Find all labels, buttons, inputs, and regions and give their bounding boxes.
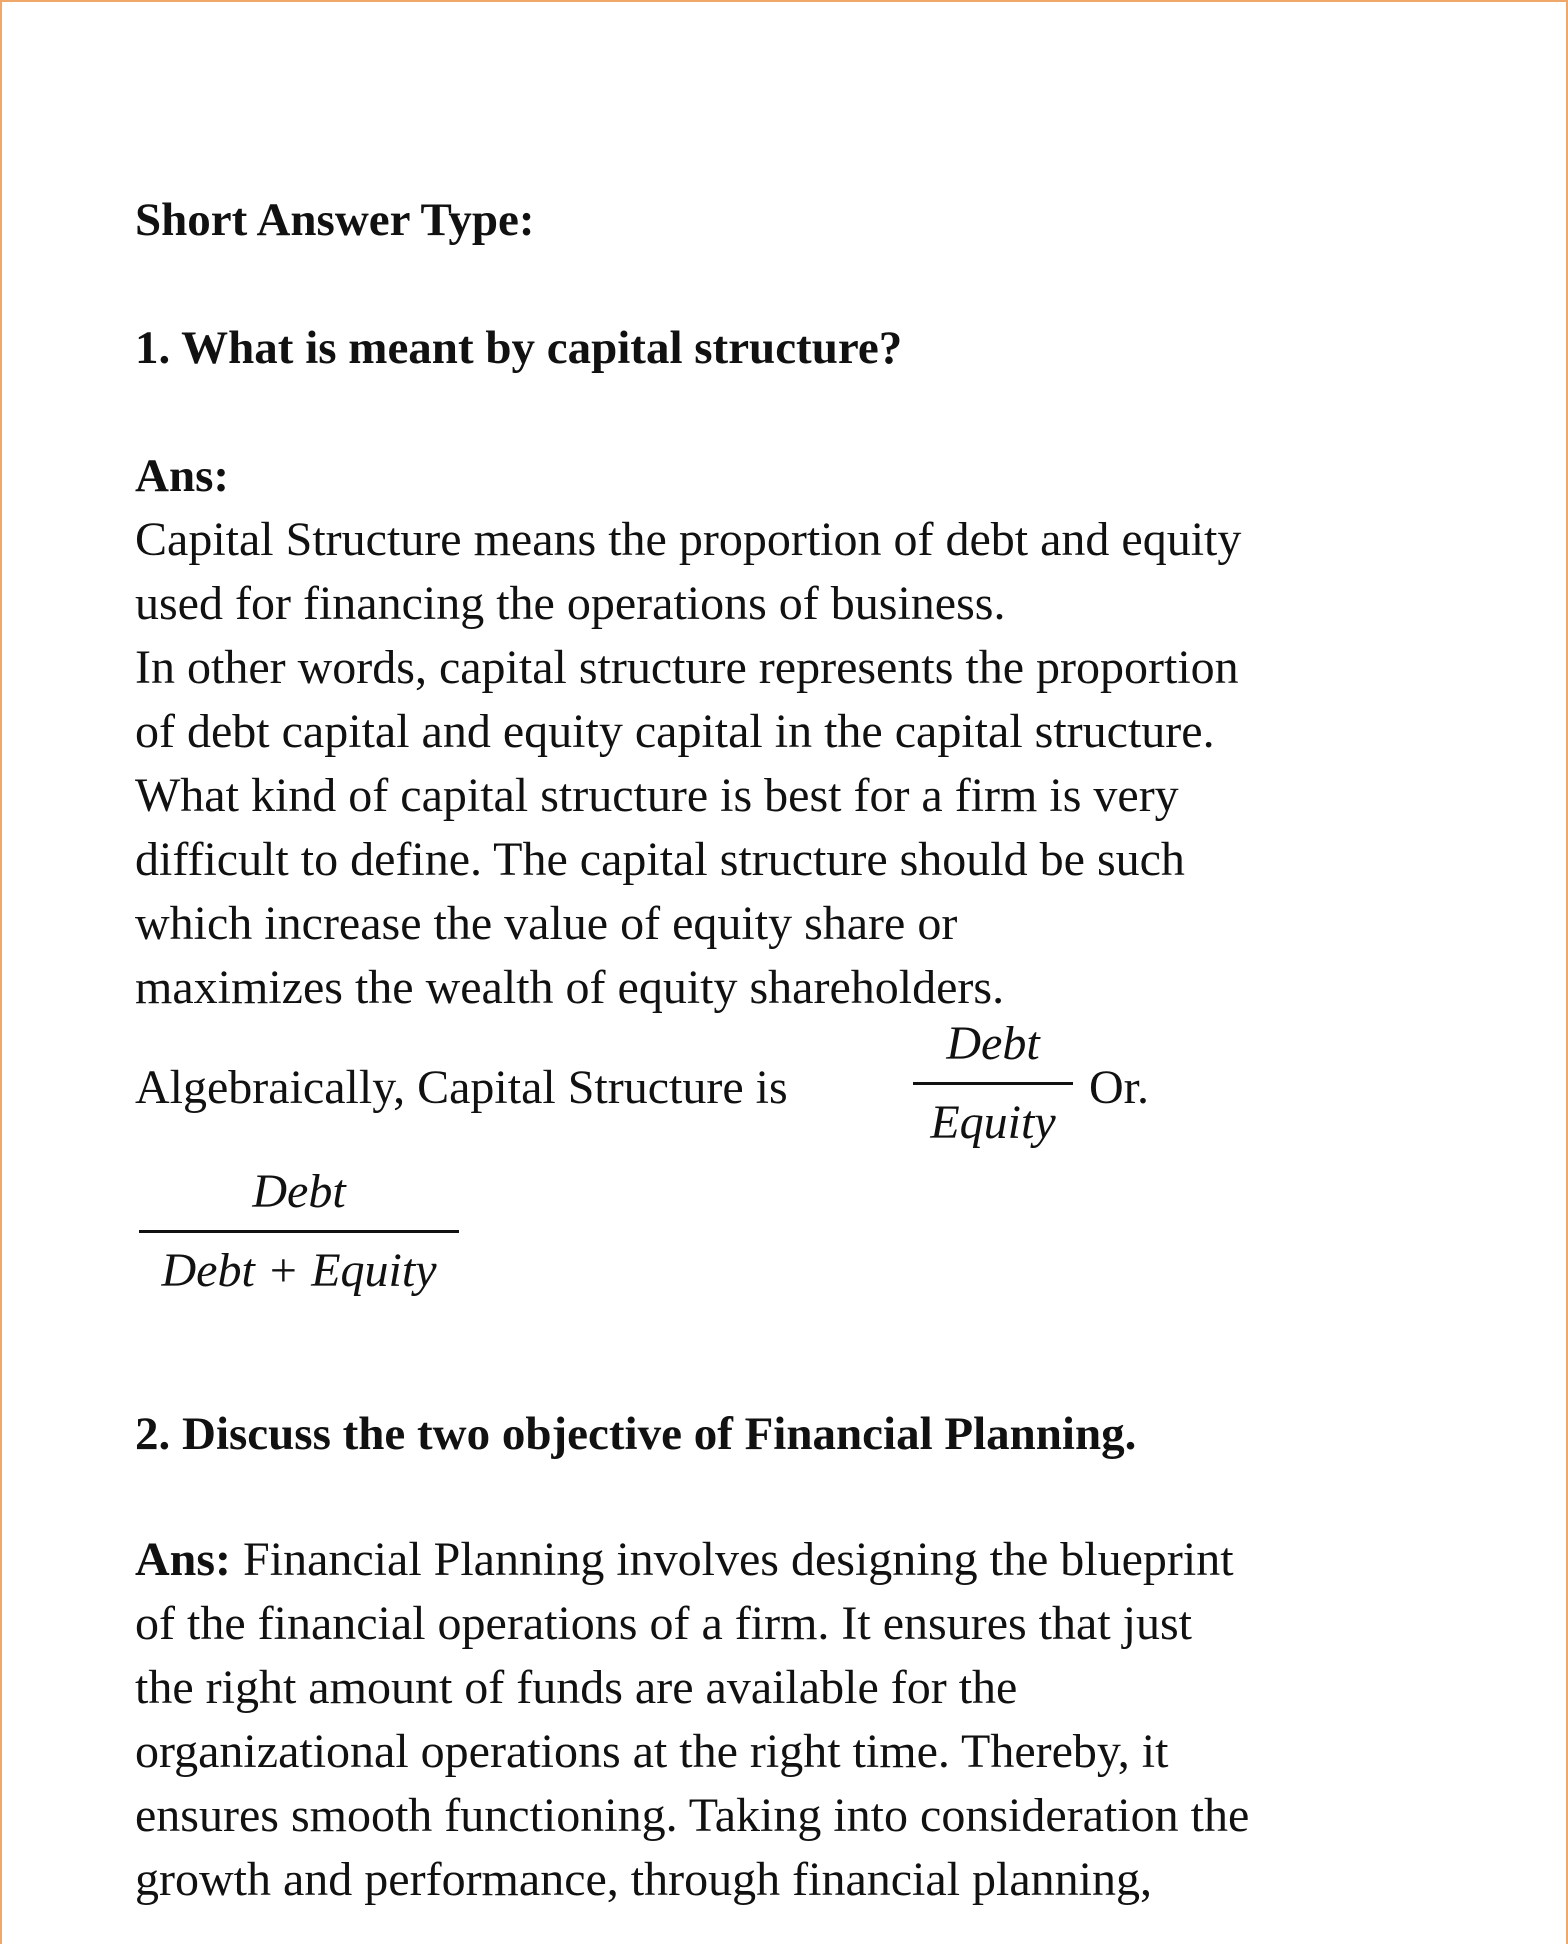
- answer-1-line: of debt capital and equity capital in the capital structure.: [135, 705, 1215, 758]
- answer-2-first-line-text: Financial Planning involves designing the blueprint: [231, 1533, 1234, 1586]
- or-text: Or.: [1089, 1061, 1149, 1114]
- fraction-debt-over-debt-plus-equity: [139, 1162, 459, 1301]
- fraction-denominator: Equity: [930, 1096, 1056, 1149]
- answer-1-line: Capital Structure means the proportion of debt and equity: [135, 513, 1242, 566]
- answer-1-body: [135, 508, 1241, 1020]
- formula-lead-text: Algebraically, Capital Structure is: [135, 1061, 788, 1114]
- answer-2-first-line: [135, 1528, 1249, 1592]
- answer-1-line: difficult to define. The capital structure should be such: [135, 833, 1185, 886]
- fraction-denominator: Debt + Equity: [161, 1244, 437, 1297]
- question-2: 2. Discuss the two objective of Financial Planning.: [135, 1408, 1137, 1460]
- answer-2-line: ensures smooth functioning. Taking into consideration the: [135, 1789, 1250, 1842]
- fraction-bar: [139, 1230, 459, 1233]
- answer-2-label: Ans:: [135, 1533, 232, 1586]
- answer-1-line: In other words, capital structure represents the proportion: [135, 641, 1239, 694]
- answer-2-line: the right amount of funds are available for the: [135, 1661, 1018, 1714]
- fraction-bar: [913, 1082, 1073, 1085]
- fraction-numerator: Debt: [946, 1017, 1040, 1070]
- answer-2-line: growth and performance, through financial planning,: [135, 1853, 1152, 1906]
- question-1: 1. What is meant by capital structure?: [135, 322, 903, 374]
- answer-1-line: maximizes the wealth of equity shareholders.: [135, 961, 1005, 1014]
- fraction-numerator: Debt: [252, 1165, 346, 1218]
- answer-1-line: used for financing the operations of business.: [135, 577, 1006, 630]
- fraction-debt-over-equity: [913, 1014, 1073, 1153]
- answer-2-body: [135, 1528, 1249, 1912]
- answer-1-label: Ans:: [135, 450, 230, 502]
- answer-2-line: of the financial operations of a firm. It ensures that just: [135, 1597, 1193, 1650]
- answer-1-line: What kind of capital structure is best for a firm is very: [135, 769, 1179, 822]
- section-title: Short Answer Type:: [135, 194, 535, 246]
- answer-1-line: which increase the value of equity share or: [135, 897, 958, 950]
- answer-2-line: organizational operations at the right time. Thereby, it: [135, 1725, 1169, 1778]
